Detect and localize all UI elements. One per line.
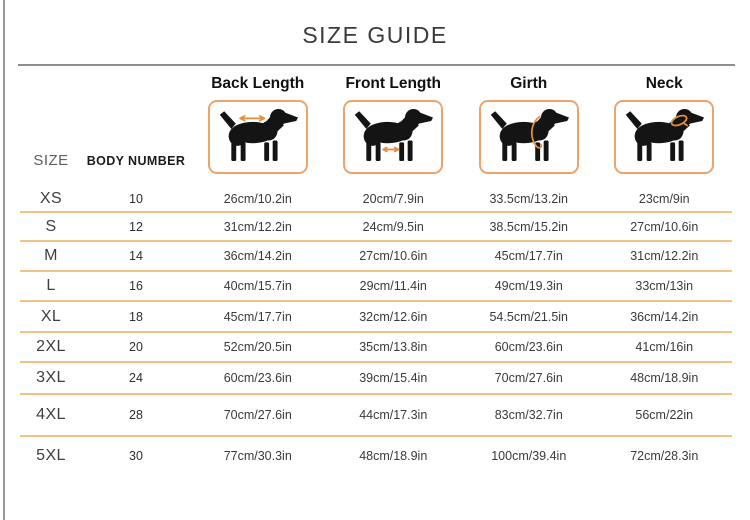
- back-length-value: 70cm/27.6in: [223, 408, 292, 422]
- back-length-icon-box: [208, 100, 308, 174]
- column-front-length: [326, 76, 462, 174]
- front-length-value: 39cm/15.4in: [359, 371, 428, 385]
- neck-value: 72cm/28.3in: [630, 449, 699, 463]
- front-length-value: 44cm/17.3in: [359, 408, 428, 422]
- size-value: 3XL: [36, 369, 66, 386]
- neck-value: 41cm/16in: [635, 340, 694, 354]
- column-neck: [597, 76, 733, 174]
- back-length-value: 40cm/15.7in: [223, 279, 292, 293]
- front-length-value: 29cm/11.4in: [359, 279, 427, 293]
- column-header-girth: Girth: [510, 75, 548, 92]
- neck-value: 31cm/12.2in: [630, 249, 699, 263]
- dog-neck-icon: [619, 105, 709, 169]
- front-length-value: 20cm/7.9in: [362, 192, 424, 206]
- front-length-value: 35cm/13.8in: [359, 340, 428, 354]
- size-value: XS: [39, 190, 63, 207]
- dog-back-length-icon: [213, 105, 303, 169]
- neck-value: 33cm/13in: [635, 279, 694, 293]
- table-row-m: [20, 242, 732, 272]
- dog-silhouette: [626, 109, 704, 161]
- girth-value: 54.5cm/21.5in: [489, 309, 569, 324]
- girth-value: 49cm/19.3in: [494, 279, 563, 293]
- column-back-length: [190, 76, 326, 174]
- table-row-2xl: [20, 333, 732, 363]
- dog-silhouette: [355, 109, 433, 161]
- neck-value: 27cm/10.6in: [630, 219, 699, 234]
- size-value: 2XL: [36, 338, 66, 355]
- title-divider: [18, 64, 735, 66]
- table-row-s: [20, 213, 732, 242]
- back-length-value: 60cm/23.6in: [223, 371, 292, 385]
- column-header-neck: Neck: [645, 75, 683, 92]
- table-row-xs: [20, 187, 732, 213]
- size-value: 5XL: [36, 447, 66, 464]
- body-number-value: 24: [129, 371, 143, 385]
- neck-value: 48cm/18.9in: [630, 371, 699, 385]
- front-length-value: 27cm/10.6in: [359, 249, 428, 263]
- body-number-value: 10: [129, 192, 143, 206]
- girth-value: 45cm/17.7in: [494, 249, 563, 263]
- front-length-arrow-marker: [383, 147, 398, 151]
- body-number-value: 30: [129, 449, 143, 463]
- girth-value: 70cm/27.6in: [494, 371, 563, 385]
- size-value: 4XL: [36, 406, 66, 423]
- girth-value: 60cm/23.6in: [494, 340, 563, 354]
- size-column-header: SIZE: [33, 152, 69, 169]
- girth-value: 33.5cm/13.2in: [489, 192, 569, 206]
- page-title: SIZE GUIDE: [302, 22, 448, 48]
- girth-value: 83cm/32.7in: [494, 408, 563, 422]
- body-number-value: 16: [129, 279, 143, 293]
- body-number-value: 12: [129, 219, 143, 234]
- size-value: L: [46, 277, 56, 294]
- page-edge-line: [3, 0, 5, 520]
- body-number-value: 14: [129, 249, 143, 263]
- table-row-4xl: [20, 395, 732, 437]
- dog-silhouette: [491, 109, 569, 161]
- girth-value: 38.5cm/15.2in: [489, 219, 569, 234]
- back-length-value: 45cm/17.7in: [223, 309, 292, 324]
- dog-silhouette: [220, 109, 298, 161]
- neck-value: 36cm/14.2in: [630, 309, 699, 324]
- body-number-value: 28: [129, 408, 143, 422]
- back-length-arrow-marker: [240, 116, 264, 121]
- size-value: M: [44, 247, 58, 264]
- table-row-xl: [20, 302, 732, 333]
- back-length-value: 77cm/30.3in: [223, 449, 292, 463]
- back-length-value: 36cm/14.2in: [223, 249, 292, 263]
- neck-value: 23cm/9in: [638, 192, 690, 206]
- table-row-5xl: [20, 437, 732, 475]
- column-girth: [461, 76, 597, 174]
- body-number-column-header: BODY NUMBER: [86, 154, 186, 168]
- front-length-value: 24cm/9.5in: [362, 219, 424, 234]
- back-length-value: 26cm/10.2in: [223, 192, 292, 206]
- neck-icon-box: [614, 100, 714, 174]
- size-value: XL: [40, 307, 62, 325]
- column-header-front-length: Front Length: [345, 75, 442, 92]
- column-header-back-length: Back Length: [211, 75, 305, 92]
- neck-value: 56cm/22in: [635, 408, 694, 422]
- front-length-icon-box: [343, 100, 443, 174]
- dog-front-length-icon: [348, 105, 438, 169]
- girth-value: 100cm/39.4in: [491, 449, 567, 463]
- front-length-value: 48cm/18.9in: [359, 449, 428, 463]
- dog-girth-icon: [484, 105, 574, 169]
- size-table: [20, 187, 732, 475]
- body-number-value: 18: [129, 309, 143, 324]
- table-row-l: [20, 272, 732, 302]
- table-row-3xl: [20, 363, 732, 395]
- back-length-value: 31cm/12.2in: [223, 219, 292, 234]
- size-value: S: [45, 217, 57, 235]
- front-length-value: 32cm/12.6in: [359, 309, 428, 324]
- body-number-value: 20: [129, 340, 143, 354]
- back-length-value: 52cm/20.5in: [223, 340, 292, 354]
- girth-icon-box: [479, 100, 579, 174]
- measurement-header-row: [190, 76, 732, 174]
